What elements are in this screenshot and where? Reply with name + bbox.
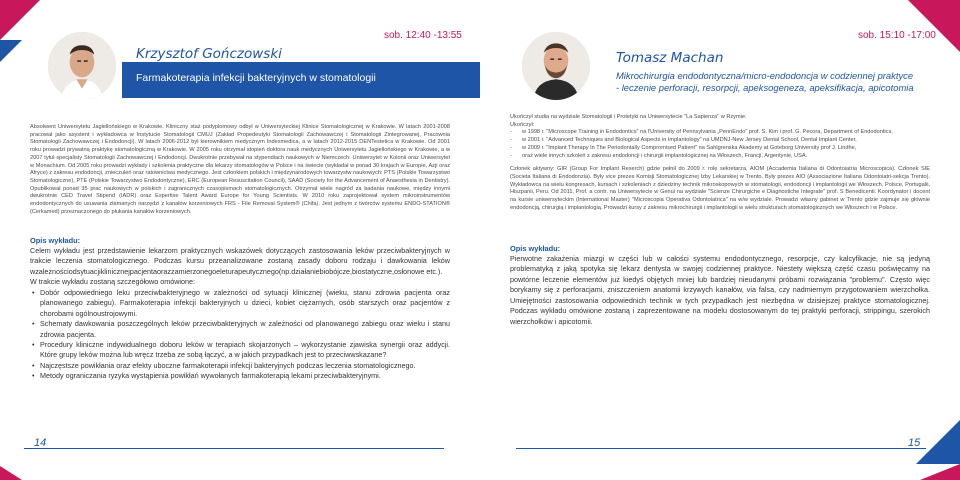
lecture-title: Farmakoterapia infekcji bakteryjnych w stomatologii <box>136 72 376 84</box>
description-topics-intro: W trakcie wykładu zostaną szczegółowo omówione: <box>30 277 195 287</box>
lecture-title <box>616 70 914 94</box>
list-item: • Najczęstsze powikłania oraz efekty uboczne farmakoterapii infekcji bakteryjnych podczas leczenia stomatologicznego. <box>30 361 450 371</box>
list-item: • Dobór odpowiedniego leku przeciwbakteryjnego w zależności od sytuacji klinicznej (wieku, stanu zdrowia pacjenta oraz planowanego zabiegu). Farmakoterapia infekcji bakteryjnych u dzieci, kobiet ciężarnych, osób starszych oraz pacjentów z chorobami ogólnoustrojowymi. <box>30 288 450 319</box>
bio-memberships: Członek aktywny: GIR (Group For Implant Reserch) gdzie pełnił do 2009 r. rolę sekretarza, AIOM (Accademia Italiana di Odontoiatria Microscopica). Członek SIE (Societa Italiana di Endodonzia). Były vice prezes Komisji Stomatologicznej Izby Lekarskiej w Trento. Były prezes AIO (Associazione Italiana Odontoiatri-sekcja Trento). Wykładowca na wielu kongresach, kursach i szkoleniach z dziedziny technik mikroskopowych w stomatologii, endodoncji i implantologii we Włoszech, Polsce, Portugalii, Hiszpanii, Peru. Od 2011, Prof. a contr. na Uniwersytecie w Genui na wydziale "Scienze Chirurgiche e Diagnostiche Integrate" prof. S Benedicenti. Koordynator i docent na kursie uniwersyteckim (International Master) "Microscopia Operativa Odontoiatrica" na w/w wydziale. Prowadzi własny gabinet w Trento gdzie zajmuje się głównie endodoncją, chirurgią i implantologią. Prowadzi kursy z zakresu mikrochirurgii i implantologii w wielu strukturach stomatologicznych we Włoszech i w Polsce. <box>510 166 930 211</box>
list-item: • Metody ograniczania ryzyka wystąpienia powikłań wywołanych farmakoterapią lekami przeciwbakteryjnymi. <box>30 371 450 381</box>
lecture-description <box>30 246 450 382</box>
speaker-bio <box>510 114 930 213</box>
footer-rule <box>516 448 926 449</box>
speaker-name: Tomasz Machan <box>616 50 724 66</box>
lecture-title-line: - leczenie perforacji, resorpcji, apeksogeneza, apeksifikacja, apicotomia <box>616 81 914 93</box>
courses-label: Ukończył: <box>510 121 535 128</box>
speaker-name: Krzysztof Gończowski <box>136 46 282 62</box>
description-intro: Celem wykładu jest przedstawienie lekarzom praktycznych wskazówek dotyczących zastosowania leków przeciwbakteryjnych w trakcie leczenia stomatologicznego. Podczas kursu przeanalizowane zostaną zasady doboru rodzaju i dawkowania leków wzależnościodsytuacjiklinicznejpacjentaorazzamierzonegoeleturapeutycznego(np.działaniebiobójcze,biostatyczne,osłonowe etc.). <box>30 246 450 276</box>
session-time: sob. 15:10 -17:00 <box>858 30 936 41</box>
list-item: - w 2001 r. "Advanced Techniques and Biological Aspects in Implantology" na UMDNJ-New Jersey Dental School, Dental Implant Center, <box>510 137 930 145</box>
description-heading: Opis wykładu: <box>30 236 81 245</box>
speaker-photo <box>46 30 118 102</box>
right-page <box>480 0 960 480</box>
speaker-bio: Absolwent Uniwersytetu Jagiellońskiego w Krakowie. Kliniczny staż podyplomowy odbył w Uniwersyteckiej Klinice Stomatologicznej w Krakowie. W latach 2001-2008 pracował jako asystent i wykładowca w Instytucie Stomatologii CMUJ (Zakład Propedeutyki Stomatologii Zachowawczej i Stomatologii Zintegrowanej, Pracownia Stomatologii Zachowawczej i Endodoncji). W latach 2006-2012 był kierownikiem medycznym Indexmedica, a w latach 2012-2015 DENTestetica w Krakowie. Od 2001 roku prowadzi prywatną praktykę stomatologiczną w Krakowie. W 2005 roku otrzymał stopień doktora nauk medycznych Uniwersytetu Jagiellońskiego w Krakowie, a w 2007 tytuł specjalisty Stomatologii Zachowawczej i Endodoncji. Dwukrotnie przebywał na stypendiach naukowych w Niemczech: Uniwersytet w Kolonii oraz Uniwersytet w Monachium. Od 2005 roku prowadzi wykłady i szkolenia praktyczne dla lekarzy stomatologów w Polsce i na świecie (wykładał w ponad 30 krajach w Europie, Azji oraz Afryce) z zakresu endodoncji, znieczuleń oraz ratownictwa medycznego. Jest członkiem polskich i międzynarodowych towarzystw naukowych: PTS (Polskie Towarzystwo Stomatologiczne), PTE (Polskie Towarzystwo Endodontyczne), ERC (European Resuscitation Council), SAAD (Society for the Advancement of Anaesthesia in Dentistry). Opublikował ponad 35 prac naukowych w polskich i zagranicznych czasopismach stomatologicznych. Otrzymał wiele nagród za badania naukowe, między innymi dwukrotnie CED Travel Stipend (IADR) oraz Espertise Talent Award Europe for Young Scientists. W 2010 roku zaprojektował system mikroinstrumentów endodontycznych do usuwania złamanych narzędzi z kanałów korzeniowych FRS - File Removal System® (Chifa). Jest jednym z twórców systemu ENDO-STATION® (Cerkamed) przeznaczonego do płukania kanałów korzeniowych. <box>30 124 450 215</box>
list-item: - oraz wiele innych szkoleń z zakresu endodoncji i chirurgii implantologicznej na Włoszech, Francji, Argentynie, USA. <box>510 153 930 161</box>
corner-decoration-red <box>908 0 960 52</box>
topic-list <box>30 288 450 382</box>
corner-decoration-red <box>0 0 40 40</box>
footer-rule <box>24 448 444 449</box>
corner-decoration-blue <box>0 40 22 62</box>
corner-decoration-red-bottom <box>0 466 22 480</box>
description-heading: Opis wykładu: <box>510 244 561 253</box>
corner-decoration-red-bottom <box>920 464 960 480</box>
list-item: - w 2009 r. "Implant Therapy In The Periodontally Compromised Patient" na Sahlgrenska Akademy at Goteborg University prof J. Lindhe, <box>510 145 930 153</box>
lecture-title-line: Mikrochirurgia endodontyczna/micro-endodoncja w codziennej praktyce <box>616 70 914 81</box>
courses-list <box>510 129 930 160</box>
page-number: 15 <box>908 437 921 449</box>
list-item: - w 1998 r. "Microscope Training in Endodontics" na l'University of Pennsylvania „PennEndo" prof. S. Kim i prof. G. Pecora, Department of Endodontics, <box>510 129 930 137</box>
speaker-photo <box>520 30 592 102</box>
lecture-description: Pierwotne zakażenia miazgi w części lub w całości systemu endodontycznego, resorpcje, czy kalcyfikacje, nie są jedyną problematyką z jaką spotyka się lekarz dentysta w swojej codziennej praktyce. Niestety większą część czasu poświęcamy na powtórne leczenie elementów już kiedyś objętych mniej lub bardziej nieudanymi próbami rozwiązania "problemu". Często więc borykamy się z perforacjami, zniszczeniem anatomii krzywych kanałów, via falsa, czy nadmiernym przygotowaniem wierzchołka. Umiejętności zastosowania odpowiednich technik w tych przypadkach jest niezbędna w dzisiejszej praktyce stomatologicznej. Podczas wykładu omówione zostaną i zaprezentowane na modelu dostosowanym do tej praktyki perforacji, strippingu, szerokich wierzchołków i apicotomii. <box>510 254 930 326</box>
session-time: sob. 12:40 -13:55 <box>384 30 462 41</box>
list-item: • Schematy dawkowania poszczególnych leków przeciwbakteryjnych w zależności od planowanego zabiegu oraz wieku i stanu zdrowia pacjenta. <box>30 319 450 340</box>
bio-intro: Ukończył studia na wydziale Stomatologii i Protetyki na Uniwersytecie "La Sapienza" w Rzymie. <box>510 114 747 120</box>
corner-decoration-blue <box>916 420 960 464</box>
list-item: • Procedury kliniczne indywidualnego doboru leków w terapiach skojarzonych – wykorzystanie zjawiska synergii oraz addycji. Które grupy leków można lub wręcz trzeba ze sobą łączyć, a w jakich przypadkach jest to przeciwwskazane? <box>30 340 450 361</box>
page-number: 14 <box>34 437 47 449</box>
